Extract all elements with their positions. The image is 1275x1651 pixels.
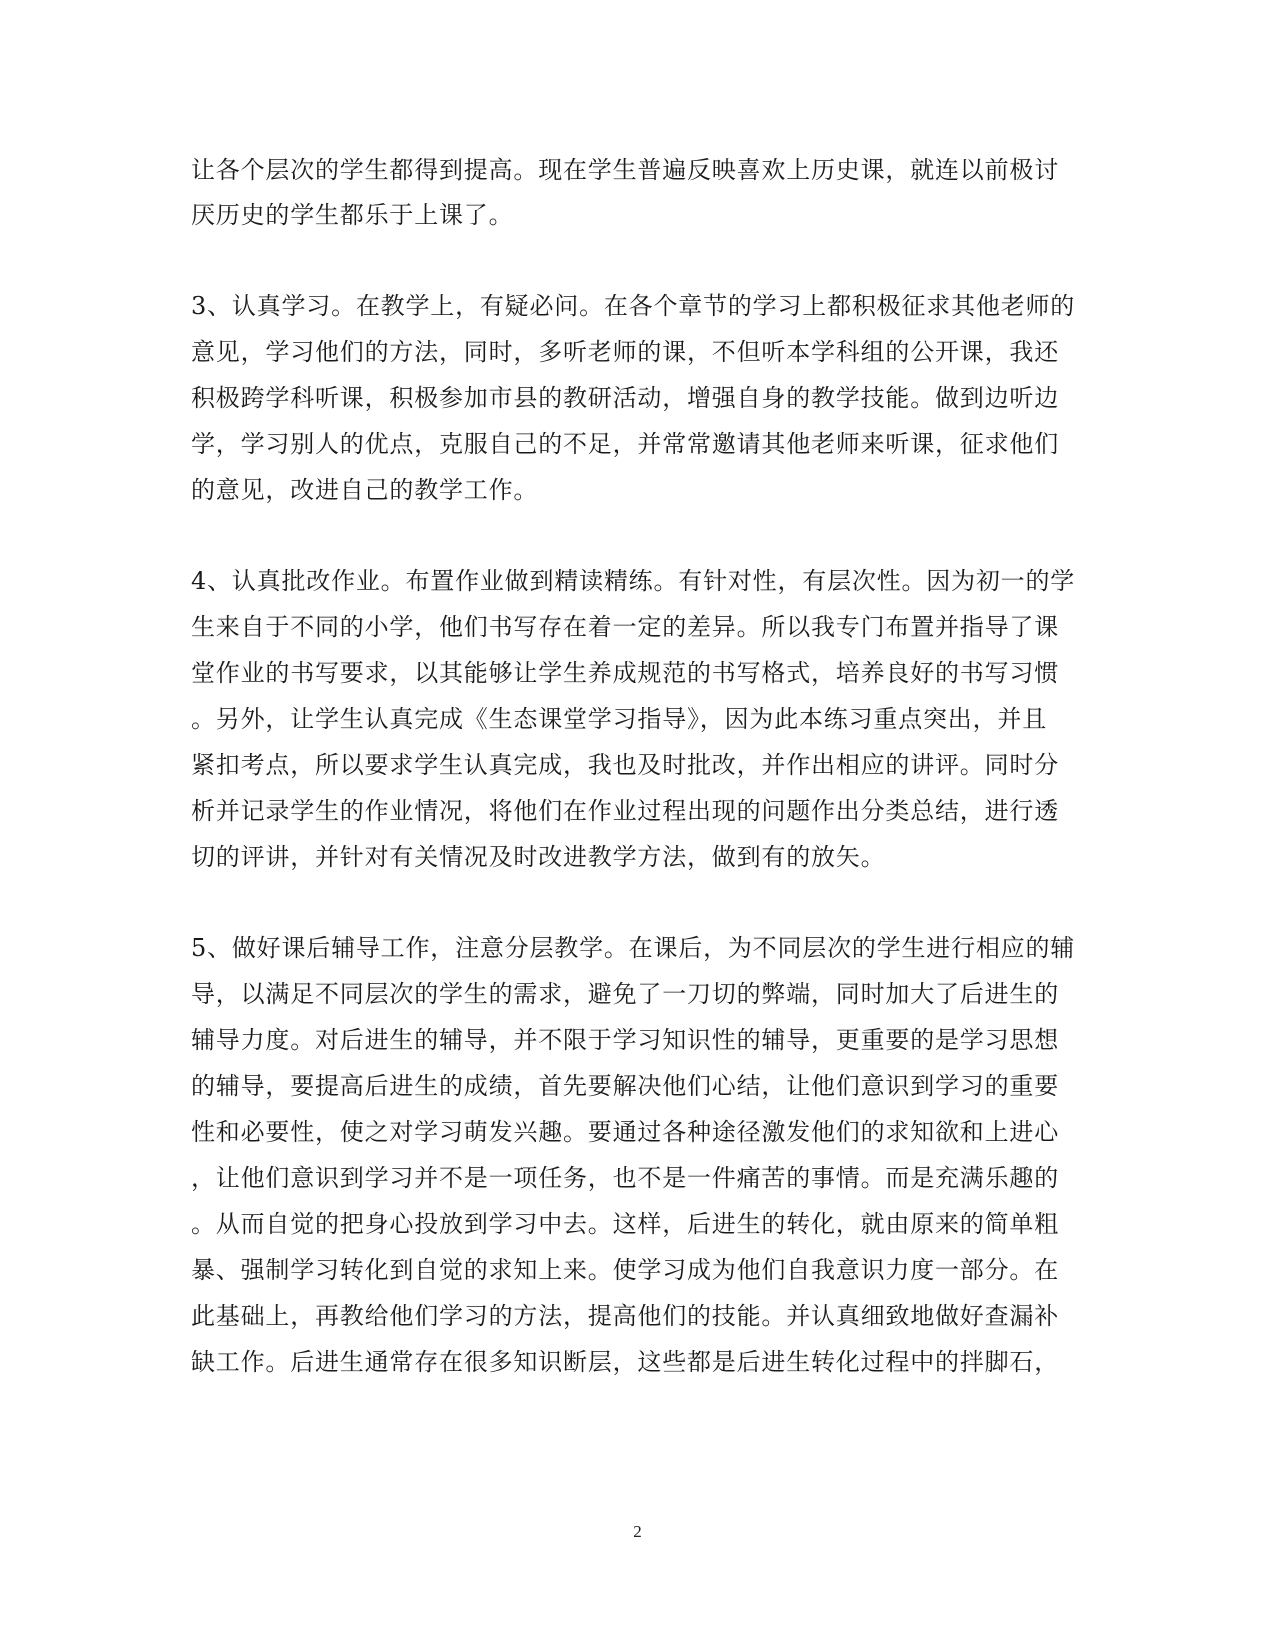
text-line: 性和必要性，使之对学习萌发兴趣。要通过各种途径激发他们的求知欲和上进心 bbox=[191, 1118, 1059, 1146]
text-line: 学，学习别人的优点，克服自己的不足，并常常邀请其他老师来听课，征求他们 bbox=[191, 430, 1059, 458]
text-line: 切的评讲，并针对有关情况及时改进教学方法，做到有的放矢。 bbox=[191, 843, 886, 871]
text-line: 暴、强制学习转化到自觉的求知上来。使学习成为他们自我意识力度一部分。在 bbox=[191, 1256, 1059, 1284]
text-line: 厌历史的学生都乐于上课了。 bbox=[191, 201, 514, 229]
text-line: 的意见，改进自己的教学工作。 bbox=[191, 476, 539, 504]
page-number: 2 bbox=[633, 1522, 642, 1541]
text-line: 缺工作。后进生通常存在很多知识断层，这些都是后进生转化过程中的拌脚石， bbox=[191, 1348, 1059, 1376]
text-line: 生来自于不同的小学，他们书写存在着一定的差异。所以我专门布置并指导了课 bbox=[191, 613, 1059, 641]
text-line: 5、做好课后辅导工作，注意分层教学。在课后，为不同层次的学生进行相应的辅 bbox=[191, 934, 1076, 962]
text-line: 堂作业的书写要求，以其能够让学生养成规范的书写格式，培养良好的书写习惯 bbox=[191, 659, 1059, 687]
text-line: 紧扣考点，所以要求学生认真完成，我也及时批改，并作出相应的讲评。同时分 bbox=[191, 751, 1059, 779]
text-line: 导，以满足不同层次的学生的需求，避免了一刀切的弊端，同时加大了后进生的 bbox=[191, 980, 1059, 1008]
text-line: 的辅导，要提高后进生的成绩，首先要解决他们心结，让他们意识到学习的重要 bbox=[191, 1072, 1059, 1100]
text-line: ，让他们意识到学习并不是一项任务，也不是一件痛苦的事情。而是充满乐趣的 bbox=[191, 1164, 1059, 1192]
text-line: 让各个层次的学生都得到提高。现在学生普遍反映喜欢上历史课，就连以前极讨 bbox=[191, 156, 1059, 184]
text-line: 辅导力度。对后进生的辅导，并不限于学习知识性的辅导，更重要的是学习思想 bbox=[191, 1026, 1059, 1054]
text-line: 4、认真批改作业。布置作业做到精读精练。有针对性，有层次性。因为初一的学 bbox=[191, 567, 1076, 595]
text-line: 3、认真学习。在教学上，有疑必问。在各个章节的学习上都积极征求其他老师的 bbox=[191, 292, 1076, 320]
text-line: 。另外，让学生认真完成《生态课堂学习指导》，因为此本练习重点突出，并且 bbox=[191, 705, 1047, 733]
text-line: 意见，学习他们的方法，同时，多听老师的课，不但听本学科组的公开课，我还 bbox=[191, 338, 1059, 366]
text-line: 析并记录学生的作业情况，将他们在作业过程出现的问题作出分类总结，进行透 bbox=[191, 797, 1059, 825]
text-line: 积极跨学科听课，积极参加市县的教研活动，增强自身的教学技能。做到边听边 bbox=[191, 384, 1059, 412]
text-line: 此基础上，再教给他们学习的方法，提高他们的技能。并认真细致地做好查漏补 bbox=[191, 1302, 1059, 1330]
text-line: 。从而自觉的把身心投放到学习中去。这样，后进生的转化，就由原来的简单粗 bbox=[191, 1210, 1059, 1238]
